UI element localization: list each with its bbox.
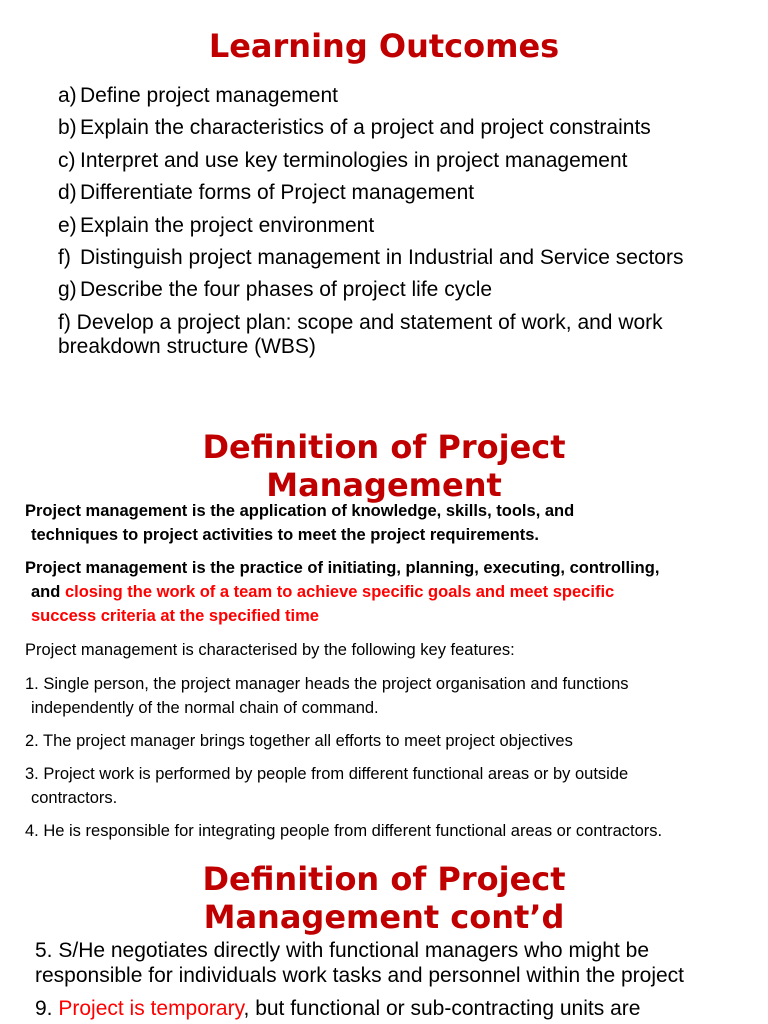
list-item-text: Differentiate forms of Project management xyxy=(80,181,475,205)
text-line: Project management is the practice of initiating, planning, executing, controlling, xyxy=(25,559,660,577)
list-item-text: Explain the project environment xyxy=(80,213,375,237)
list-marker: d) xyxy=(58,181,77,205)
list-item-text: Define project management xyxy=(80,84,338,107)
list-item xyxy=(58,149,748,173)
list-item-text: Develop a project plan: scope and statement of work, and work breakdown structure (WBS) xyxy=(58,310,663,358)
section-title-definition xyxy=(0,428,768,504)
list-marker: b) xyxy=(58,116,77,140)
title-line: Management cont’d xyxy=(203,898,565,936)
highlighted-text: success criteria at the specified time xyxy=(31,607,319,625)
item-number: 9. xyxy=(35,997,53,1020)
definition-paragraph-1 xyxy=(25,499,750,547)
feature-item-4: 4. He is responsible for integrating people from different functional areas or contractors. xyxy=(25,822,663,840)
feature-item-1 xyxy=(25,672,750,720)
list-marker: a) xyxy=(58,84,77,107)
section-title-definition-contd xyxy=(0,860,768,936)
highlighted-text: Project is temporary xyxy=(58,997,244,1020)
text-line: independently of the normal chain of command. xyxy=(31,699,379,717)
features-intro: Project management is characterised by the following key features: xyxy=(25,641,515,659)
list-item-text: Interpret and use key terminologies in project management xyxy=(80,148,628,172)
list-item xyxy=(58,181,748,205)
list-item-text: Distinguish project management in Industrial and Service sectors xyxy=(80,245,684,269)
text-line: 3. Project work is performed by people from different functional areas or by outside xyxy=(25,765,629,783)
list-item xyxy=(58,246,748,270)
definition-paragraph-2 xyxy=(25,556,750,628)
text-line: contractors. xyxy=(31,789,118,807)
list-item-text: Explain the characteristics of a project and project constraints xyxy=(80,116,651,140)
list-item xyxy=(58,214,748,238)
list-marker: f) xyxy=(58,245,71,269)
text-line: Project management is the application of knowledge, skills, tools, and xyxy=(25,502,575,520)
list-item xyxy=(58,116,748,140)
title-line: Definition of Project xyxy=(202,428,566,466)
list-item xyxy=(58,278,748,302)
list-marker: g) xyxy=(58,278,77,302)
text-line: 5. S/He negotiates directly with functional managers who might be xyxy=(35,939,649,962)
text-fragment: and xyxy=(31,583,61,601)
page-title-learning-outcomes: Learning Outcomes xyxy=(208,27,560,65)
text-fragment: , but functional or sub-contracting units are xyxy=(243,997,641,1020)
list-marker: f) xyxy=(58,310,71,334)
highlighted-text: closing the work of a team to achieve specific goals and meet specific xyxy=(64,583,615,601)
feature-item-3 xyxy=(25,762,750,810)
learning-outcomes-list xyxy=(58,84,748,367)
feature-item-2: 2. The project manager brings together all efforts to meet project objectives xyxy=(25,732,573,750)
feature-item-5 xyxy=(35,938,750,988)
feature-item-9 xyxy=(35,996,750,1021)
list-marker: e) xyxy=(58,213,77,237)
text-line: techniques to project activities to meet the project requirements. xyxy=(31,526,539,544)
list-marker: c) xyxy=(58,148,76,172)
title-line: Management xyxy=(266,466,502,504)
list-item xyxy=(58,311,748,359)
list-item-text: Describe the four phases of project life cycle xyxy=(80,278,493,302)
title-line: Definition of Project xyxy=(202,860,566,898)
text-line: responsible for individuals work tasks and personnel within the project xyxy=(35,964,685,987)
list-item xyxy=(58,84,748,108)
text-line: 1. Single person, the project manager heads the project organisation and functions xyxy=(25,675,629,693)
